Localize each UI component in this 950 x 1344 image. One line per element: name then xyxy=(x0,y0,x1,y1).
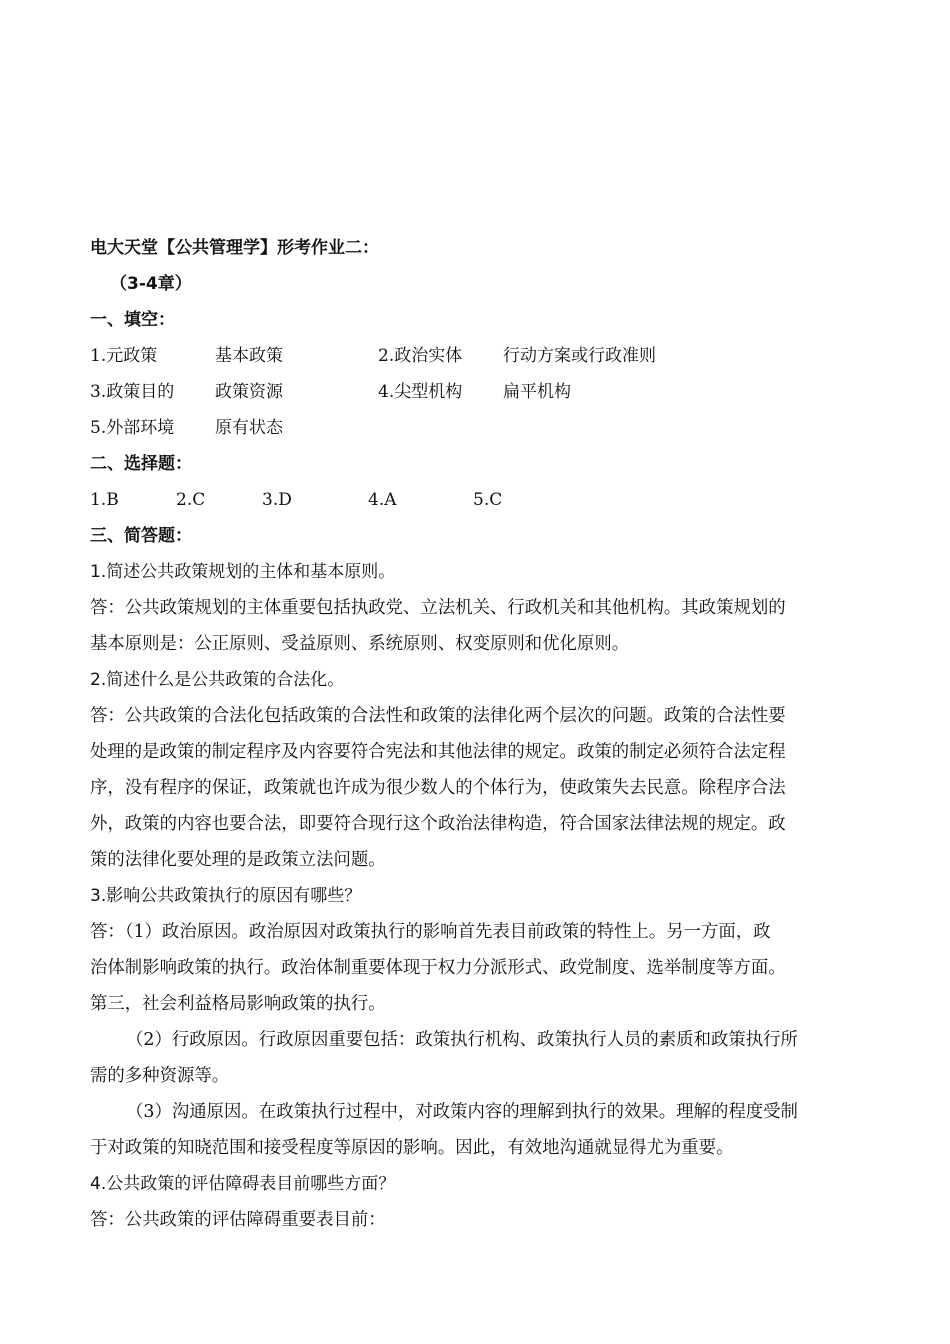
question-2: 2.简述什么是公共政策的合法化。 xyxy=(90,670,345,690)
fill-row-1 xyxy=(90,338,860,374)
answer-line: 第三，社会利益格局影响政策的执行。 xyxy=(90,994,386,1014)
answer-line: 策的法律化要处理的是政策立法问题。 xyxy=(90,850,386,870)
answer-line: 处理的是政策的制定程序及内容要符合宪法和其他法律的规定。政策的制定必须符合法定程 xyxy=(90,742,786,762)
fill-answer: 行动方案或行政准则 xyxy=(503,346,656,366)
section-fill-heading: 一、填空： xyxy=(90,310,175,330)
document-title: 电大天堂【公共管理学】形考作业二： xyxy=(90,238,379,258)
question-4: 4.公共政策的评估障碍表目前哪些方面？ xyxy=(90,1174,396,1194)
fill-answer: 2.政治实体 xyxy=(378,346,463,366)
answer-line: 治体制影响政策的执行。政治体制重要体现于权力分派形式、政党制度、选举制度等方面。 xyxy=(90,958,786,978)
choice-answers-row xyxy=(90,482,860,518)
answer-4 xyxy=(90,1202,860,1238)
fill-answer: 5.外部环境 xyxy=(90,418,175,438)
choice-answer: 2.C xyxy=(176,490,206,510)
section-short-answer-heading: 三、简答题： xyxy=(90,526,192,546)
fill-row-2 xyxy=(90,374,860,410)
fill-row-3 xyxy=(90,410,860,446)
answer-3 xyxy=(90,914,860,1166)
document-content xyxy=(90,230,860,1238)
answer-line: 需的多种资源等。 xyxy=(90,1066,230,1086)
choice-answer: 3.D xyxy=(262,490,292,510)
fill-answer: 政策资源 xyxy=(215,382,283,402)
choice-answer: 1.B xyxy=(90,490,119,510)
answer-2 xyxy=(90,698,860,878)
answer-line: （3）沟通原因。在政策执行过程中，对政策内容的理解到执行的效果。理解的程度受制 xyxy=(126,1102,798,1122)
answer-line: 基本原则是：公正原则、受益原则、系统原则、权变原则和优化原则。 xyxy=(90,634,630,654)
question-3: 3.影响公共政策执行的原因有哪些？ xyxy=(90,886,362,906)
fill-answer: 1.元政策 xyxy=(90,346,158,366)
fill-answer: 原有状态 xyxy=(215,418,283,438)
question-1: 1.简述公共政策规划的主体和基本原则。 xyxy=(90,562,396,582)
answer-line: 答：（1）政治原因。政治原因对政策执行的影响首先表目前政策的特性上。另一方面，政 xyxy=(90,922,771,942)
answer-line: 于对政策的知晓范围和接受程度等原因的影响。因此，有效地沟通就显得尤为重要。 xyxy=(90,1138,734,1158)
fill-answer: 基本政策 xyxy=(215,346,283,366)
chapter-label: （3-4章） xyxy=(110,274,192,294)
answer-line: 答：公共政策规划的主体重要包括执政党、立法机关、行政机关和其他机构。其政策规划的 xyxy=(90,598,786,618)
fill-answer: 3.政策目的 xyxy=(90,382,175,402)
section-choice-heading: 二、选择题： xyxy=(90,454,192,474)
answer-line: 答：公共政策的评估障碍重要表目前： xyxy=(90,1210,386,1230)
choice-answer: 4.A xyxy=(368,490,397,510)
answer-line: 序，没有程序的保证，政策就也许成为很少数人的个体行为，使政策失去民意。除程序合法 xyxy=(90,778,786,798)
fill-answer: 扁平机构 xyxy=(503,382,571,402)
answer-line: 答：公共政策的合法化包括政策的合法性和政策的法律化两个层次的问题。政策的合法性要 xyxy=(90,706,786,726)
answer-1 xyxy=(90,590,860,662)
answer-line: （2）行政原因。行政原因重要包括：政策执行机构、政策执行人员的素质和政策执行所 xyxy=(126,1030,798,1050)
fill-answer: 4.尖型机构 xyxy=(378,382,463,402)
choice-answer: 5.C xyxy=(473,490,503,510)
answer-line: 外，政策的内容也要合法，即要符合现行这个政治法律构造，符合国家法律法规的规定。政 xyxy=(90,814,786,834)
